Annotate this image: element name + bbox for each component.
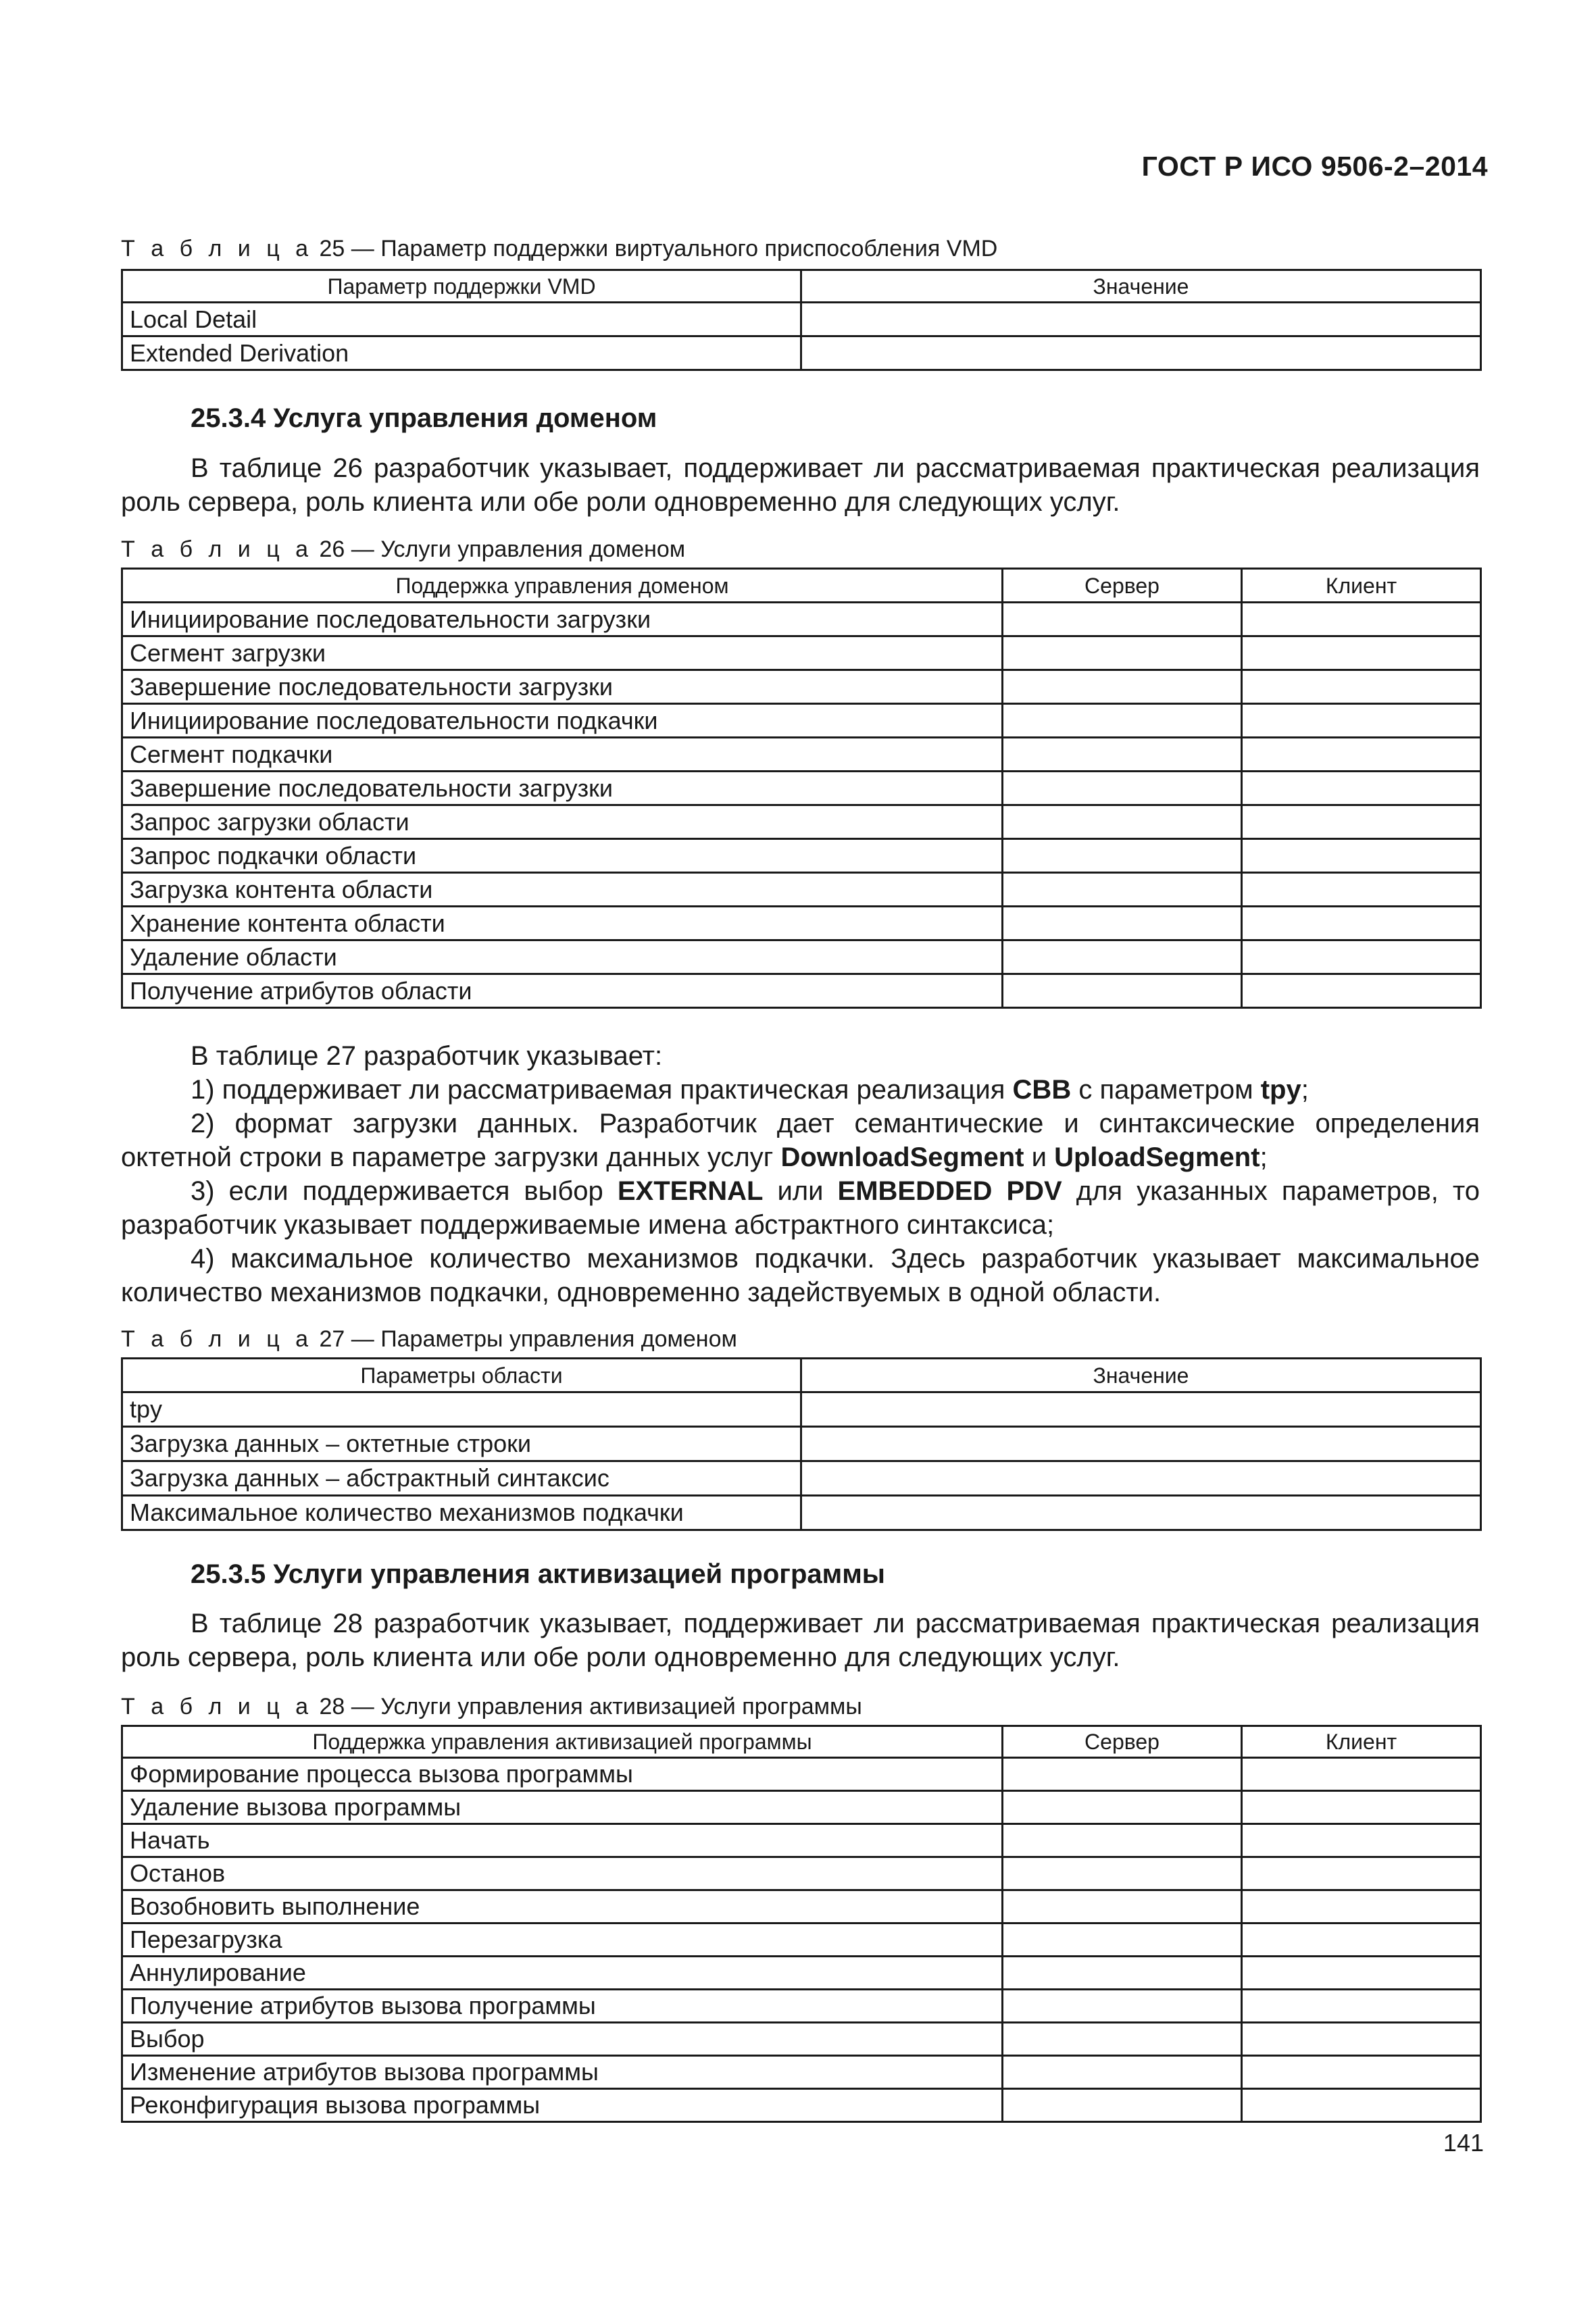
server-cell	[1003, 772, 1242, 805]
client-cell	[1242, 1758, 1481, 1791]
client-cell	[1242, 636, 1481, 670]
caption-title: 27 — Параметры управления доменом	[313, 1326, 737, 1352]
body-paragraph	[121, 1607, 1480, 1674]
service-cell: Получение атрибутов вызова программы	[122, 1990, 1003, 2023]
column-header: Параметры области	[122, 1359, 801, 1392]
server-cell	[1003, 1857, 1242, 1890]
service-cell: Начать	[122, 1824, 1003, 1857]
body-paragraph	[121, 451, 1480, 519]
server-cell	[1003, 940, 1242, 974]
list-text: или	[763, 1176, 838, 1206]
client-cell	[1242, 873, 1481, 907]
client-cell	[1242, 2089, 1481, 2122]
client-cell	[1242, 1824, 1481, 1857]
column-header: Клиент	[1242, 569, 1481, 603]
caption-title: 25 — Параметр поддержки виртуального приспособления VMD	[313, 236, 998, 261]
service-cell: Возобновить выполнение	[122, 1890, 1003, 1923]
service-cell: Сегмент загрузки	[122, 636, 1003, 670]
table-27	[121, 1357, 1482, 1531]
table-row	[122, 603, 1481, 636]
parameter-cell: Local Detail	[122, 303, 801, 336]
service-cell: Инициирование последовательности подкачки	[122, 704, 1003, 738]
table-row	[122, 1496, 1481, 1530]
service-cell: Формирование процесса вызова программы	[122, 1758, 1003, 1791]
list-text: 2) формат загрузки данных. Разработчик дает семантические и синтаксические определения октетной строки в параметре загрузки данных услуг	[121, 1109, 1480, 1172]
client-cell	[1242, 1791, 1481, 1824]
table-row	[122, 1824, 1481, 1857]
table-row	[122, 907, 1481, 940]
table-header-row	[122, 270, 1481, 303]
list-text: ;	[1301, 1075, 1309, 1105]
server-cell	[1003, 1890, 1242, 1923]
caption-title: 26 — Услуги управления доменом	[313, 536, 686, 562]
value-cell	[801, 303, 1481, 336]
table-25-caption	[121, 236, 997, 262]
section-heading: 25.3.5 Услуги управления активизацией программы	[191, 1559, 885, 1589]
table-row	[122, 1392, 1481, 1427]
table-header-row	[122, 569, 1481, 603]
service-cell: Перезагрузка	[122, 1923, 1003, 1957]
table-header-row	[122, 1359, 1481, 1392]
table-row	[122, 1923, 1481, 1957]
client-cell	[1242, 1923, 1481, 1957]
keyword: tpy	[1260, 1075, 1301, 1105]
column-header: Параметр поддержки VMD	[122, 270, 801, 303]
paragraph-text: В таблице 27 разработчик указывает:	[191, 1041, 663, 1071]
client-cell	[1242, 839, 1481, 873]
client-cell	[1242, 805, 1481, 839]
table-row	[122, 1957, 1481, 1990]
client-cell	[1242, 907, 1481, 940]
client-cell	[1242, 772, 1481, 805]
parameter-cell: Extended Derivation	[122, 336, 801, 370]
column-header: Поддержка управления активизацией программы	[122, 1726, 1003, 1758]
table-row	[122, 805, 1481, 839]
client-cell	[1242, 2056, 1481, 2089]
server-cell	[1003, 1824, 1242, 1857]
list-text: для указанных параметров, то разработчик указывает поддерживаемые имена абстрактного синтаксиса;	[121, 1176, 1480, 1240]
server-cell	[1003, 974, 1242, 1008]
table-row	[122, 839, 1481, 873]
server-cell	[1003, 907, 1242, 940]
column-header: Сервер	[1003, 1726, 1242, 1758]
table-row	[122, 670, 1481, 704]
table-row	[122, 2056, 1481, 2089]
list-item	[121, 1174, 1480, 1242]
table-row	[122, 636, 1481, 670]
service-cell: Запрос подкачки области	[122, 839, 1003, 873]
table-row	[122, 1461, 1481, 1496]
service-cell: Завершение последовательности загрузки	[122, 772, 1003, 805]
table-row	[122, 1990, 1481, 2023]
section-heading: 25.3.4 Услуга управления доменом	[191, 403, 657, 433]
server-cell	[1003, 2089, 1242, 2122]
table-row	[122, 738, 1481, 772]
caption-word: Т а б л и ц а	[121, 236, 314, 261]
list-item	[121, 1107, 1480, 1174]
table-row	[122, 1857, 1481, 1890]
list-text: 4) максимальное количество механизмов подкачки. Здесь разработчик указывает максимальное количество механизмов подкачки, одновременно задействуемых в одной области.	[121, 1244, 1480, 1307]
service-cell: Останов	[122, 1857, 1003, 1890]
client-cell	[1242, 738, 1481, 772]
parameter-cell: Загрузка данных – абстрактный синтаксис	[122, 1461, 801, 1496]
document-id: ГОСТ Р ИСО 9506-2–2014	[1141, 151, 1488, 182]
client-cell	[1242, 704, 1481, 738]
list-text: с параметром	[1071, 1075, 1261, 1105]
value-cell	[801, 336, 1481, 370]
client-cell	[1242, 1957, 1481, 1990]
page-number: 141	[1443, 2129, 1484, 2157]
table-row	[122, 2023, 1481, 2056]
service-cell: Завершение последовательности загрузки	[122, 670, 1003, 704]
service-cell: Сегмент подкачки	[122, 738, 1003, 772]
value-cell	[801, 1461, 1481, 1496]
server-cell	[1003, 805, 1242, 839]
parameter-cell: Загрузка данных – октетные строки	[122, 1427, 801, 1461]
table-27-caption	[121, 1326, 737, 1353]
column-header: Сервер	[1003, 569, 1242, 603]
server-cell	[1003, 1923, 1242, 1957]
client-cell	[1242, 1890, 1481, 1923]
table-row	[122, 1427, 1481, 1461]
client-cell	[1242, 1990, 1481, 2023]
column-header: Поддержка управления доменом	[122, 569, 1003, 603]
server-cell	[1003, 670, 1242, 704]
list-text: 3) если поддерживается выбор	[191, 1176, 618, 1206]
service-cell: Запрос загрузки области	[122, 805, 1003, 839]
list-item	[121, 1242, 1480, 1309]
client-cell	[1242, 603, 1481, 636]
table-row	[122, 974, 1481, 1008]
server-cell	[1003, 603, 1242, 636]
value-cell	[801, 1496, 1481, 1530]
table-header-row	[122, 1726, 1481, 1758]
server-cell	[1003, 1957, 1242, 1990]
table-25	[121, 269, 1482, 371]
table-28-caption	[121, 1694, 862, 1720]
list-text: 1) поддерживает ли рассматриваемая практическая реализация	[191, 1075, 1013, 1105]
keyword: UploadSegment	[1054, 1142, 1260, 1172]
server-cell	[1003, 704, 1242, 738]
table-row	[122, 873, 1481, 907]
client-cell	[1242, 1857, 1481, 1890]
service-cell: Инициирование последовательности загрузки	[122, 603, 1003, 636]
table-26	[121, 568, 1482, 1009]
column-header: Значение	[801, 270, 1481, 303]
server-cell	[1003, 1758, 1242, 1791]
table-row	[122, 1758, 1481, 1791]
value-cell	[801, 1427, 1481, 1461]
service-cell: Реконфигурация вызова программы	[122, 2089, 1003, 2122]
paragraph-text: В таблице 28 разработчик указывает, поддерживает ли рассматриваемая практическая реализация роль сервера, роль клиента или обе роли одновременно для следующих услуг.	[121, 1609, 1480, 1672]
service-cell: Удаление области	[122, 940, 1003, 974]
service-cell: Хранение контента области	[122, 907, 1003, 940]
server-cell	[1003, 636, 1242, 670]
server-cell	[1003, 2056, 1242, 2089]
table-row	[122, 336, 1481, 370]
list-text: ;	[1260, 1142, 1268, 1172]
service-cell: Получение атрибутов области	[122, 974, 1003, 1008]
service-cell: Выбор	[122, 2023, 1003, 2056]
body-paragraph	[121, 1039, 1480, 1073]
caption-word: Т а б л и ц а	[121, 1326, 314, 1352]
caption-word: Т а б л и ц а	[121, 536, 314, 562]
service-cell: Аннулирование	[122, 1957, 1003, 1990]
caption-word: Т а б л и ц а	[121, 1694, 314, 1719]
table-row	[122, 772, 1481, 805]
server-cell	[1003, 1791, 1242, 1824]
parameter-cell: Максимальное количество механизмов подкачки	[122, 1496, 801, 1530]
service-cell: Загрузка контента области	[122, 873, 1003, 907]
client-cell	[1242, 670, 1481, 704]
server-cell	[1003, 1990, 1242, 2023]
caption-title: 28 — Услуги управления активизацией программы	[313, 1694, 862, 1719]
list-item	[121, 1073, 1480, 1107]
client-cell	[1242, 940, 1481, 974]
table-row	[122, 704, 1481, 738]
server-cell	[1003, 738, 1242, 772]
server-cell	[1003, 2023, 1242, 2056]
client-cell	[1242, 974, 1481, 1008]
service-cell: Изменение атрибутов вызова программы	[122, 2056, 1003, 2089]
table-26-caption	[121, 536, 685, 563]
server-cell	[1003, 839, 1242, 873]
list-text: и	[1024, 1142, 1055, 1172]
value-cell	[801, 1392, 1481, 1427]
table-row	[122, 1791, 1481, 1824]
keyword: EXTERNAL	[617, 1176, 764, 1206]
server-cell	[1003, 873, 1242, 907]
table-row	[122, 2089, 1481, 2122]
table-row	[122, 940, 1481, 974]
column-header: Значение	[801, 1359, 1481, 1392]
parameter-cell: tpy	[122, 1392, 801, 1427]
table-28	[121, 1725, 1482, 2123]
table-row	[122, 1890, 1481, 1923]
client-cell	[1242, 2023, 1481, 2056]
service-cell: Удаление вызова программы	[122, 1791, 1003, 1824]
table-row	[122, 303, 1481, 336]
column-header: Клиент	[1242, 1726, 1481, 1758]
keyword: CBB	[1012, 1075, 1072, 1105]
paragraph-text: В таблице 26 разработчик указывает, поддерживает ли рассматриваемая практическая реализация роль сервера, роль клиента или обе роли одновременно для следующих услуг.	[121, 453, 1480, 517]
keyword: EMBEDDED PDV	[837, 1176, 1062, 1206]
keyword: DownloadSegment	[780, 1142, 1024, 1172]
